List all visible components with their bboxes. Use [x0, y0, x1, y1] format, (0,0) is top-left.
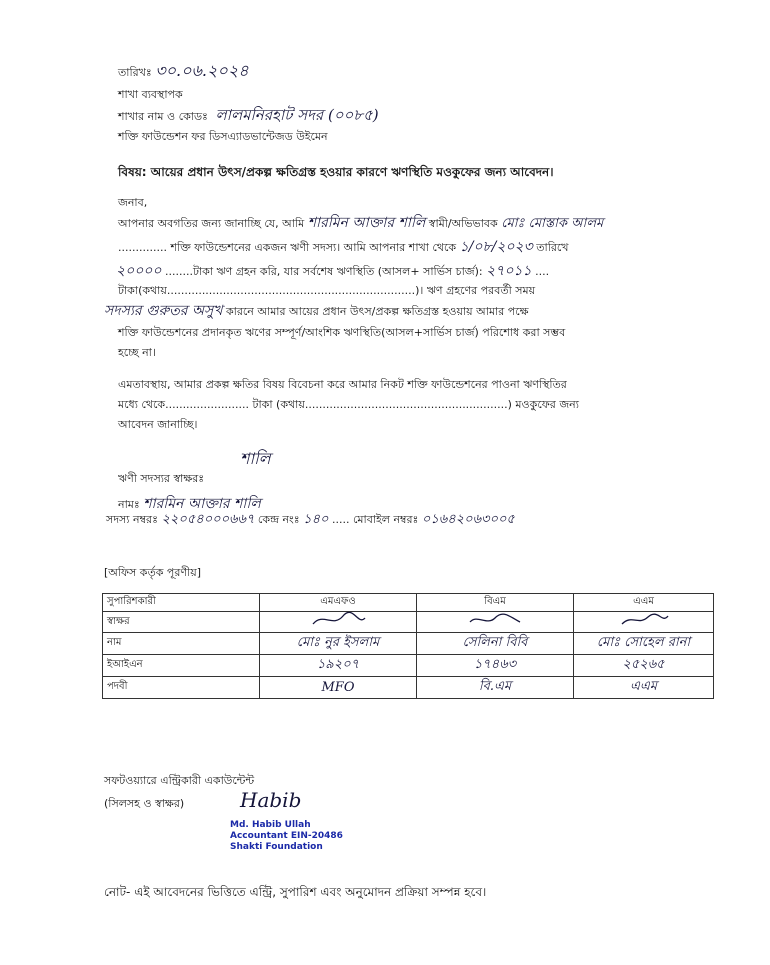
row-label: স্বাক্ষর	[103, 612, 260, 633]
recommendation-table	[102, 593, 714, 699]
dots: ..............	[118, 241, 167, 254]
body-p2-line-1: এমতাবস্থায়, আমার প্রকল্প ক্ষতির বিষয় বিবেচনা করে আমার নিকট শক্তি ফাউন্ডেশনের পাওনা ঋণস্থিতির	[118, 378, 567, 391]
loan-date-handwritten: ১/০৮/২০২৩	[459, 239, 533, 255]
body-line-4: টাকা(কথায়.......................................................................)। ঋণ গ্রহণের পরবর্তী সময়	[118, 284, 536, 297]
row-label: পদবী	[103, 677, 260, 699]
body-line-1	[118, 216, 603, 231]
body-text: কারনে আমার আয়ের প্রধান উৎস/প্রকল্প ক্ষতিগ্রস্ত হওয়ায় আমার পক্ষে	[225, 305, 529, 318]
table-header: এএম	[574, 594, 714, 612]
name-cell: মোঃ সোহেল রানা	[574, 633, 714, 655]
designation-cell: এএম	[574, 677, 714, 699]
row-label: নাম	[103, 633, 260, 655]
body-line-2	[118, 240, 569, 255]
dots: ....	[535, 265, 550, 278]
stamp-title: Accountant EIN-20486	[230, 831, 343, 841]
table-row	[103, 612, 714, 633]
ein-cell: ২৫২৬৫	[574, 655, 714, 677]
center-label: কেন্দ্র নংঃ	[257, 513, 300, 526]
name-cell: মোঃ নুর ইসলাম	[260, 633, 417, 655]
signature-scribble-icon	[308, 612, 368, 628]
subject: বিষয়: আয়ের প্রধান উৎস/প্রকল্প ক্ষতিগ্রস্ত হওয়ার কারণে ঋণস্থিতি মওকুফের জন্য আবেদন।	[118, 165, 554, 179]
member-no-label: সদস্য নম্বরঃ	[106, 513, 158, 526]
center-value: ১৪০	[303, 512, 329, 527]
body-text: স্বামী/অভিভাবক	[428, 217, 498, 230]
balance-handwritten: ২৭০১১	[486, 263, 532, 279]
table-row	[103, 633, 714, 655]
signature-scribble-icon	[614, 612, 674, 628]
branch-manager-label: শাখা ব্যবস্থাপক	[118, 88, 183, 101]
stamp-org: Shakti Foundation	[230, 842, 323, 852]
stamp-name: Md. Habib Ullah	[230, 820, 311, 830]
body-p2-line-2: মধ্যে থেকে........................ টাকা (কথায়..........................................................) মওকুফের জন্য	[118, 398, 579, 411]
loan-amount-handwritten: ২০০০০	[116, 263, 162, 279]
row-label: ইআইএন	[103, 655, 260, 677]
body-text: ........টাকা ঋণ গ্রহন করি, যার সর্বশেষ ঋণস্থিতি (আসল+ সার্ভিস চার্জ):	[165, 265, 483, 278]
member-signature-label: ঋণী সদস্যর স্বাক্ষরঃ	[118, 472, 205, 485]
footer-note: নোট- এই আবেদনের ভিত্তিতে এন্ট্রি, সুপারিশ এবং অনুমোদন প্রক্রিয়া সম্পন্ন হবে।	[104, 885, 487, 899]
body-line-7: হচ্ছে না।	[118, 346, 156, 359]
signature-cell	[260, 612, 417, 633]
table-header: বিএম	[417, 594, 574, 612]
accountant-stamp	[230, 820, 343, 853]
member-no-value: ২২০৫৪০০০৬৬৭	[161, 512, 255, 527]
member-name-value: শারমিন আক্তার শালি	[143, 496, 261, 512]
table-header: সুপারিশকারী	[103, 594, 260, 612]
applicant-name-handwritten: শারমিন আক্তার শালি	[307, 215, 426, 231]
branch-row	[118, 104, 379, 129]
table-row	[103, 655, 714, 677]
table-row	[103, 677, 714, 699]
date-value: ৩০.০৬.২০২৪	[155, 61, 249, 80]
signature-cell	[417, 612, 574, 633]
body-text: শক্তি ফাউন্ডেশনের একজন ঋণী সদস্য। আমি আপনার শাখা থেকে	[170, 241, 457, 254]
reason-handwritten: সদস্যর গুরুতর অসুখ	[104, 303, 223, 319]
body-text: আপনার অবগতির জন্য জানাচ্ছি যে, আমি	[118, 217, 305, 230]
signature-cell	[574, 612, 714, 633]
ein-cell: ১৭৪৬৩	[417, 655, 574, 677]
branch-value: লালমনিরহাট সদর (০০৮৫)	[215, 106, 379, 124]
salutation: জনাব,	[118, 196, 148, 209]
date-row	[118, 58, 249, 85]
accountant-seal-label: (সিলসহ ও স্বাক্ষর)	[104, 797, 185, 810]
body-line-6: শক্তি ফাউন্ডেশনের প্রদানকৃত ঋণের সম্পূর্ণ/আংশিক ঋণস্থিতি(আসল+সার্ভিস চার্জ) পরিশোধ করা সম্ভব	[118, 326, 566, 339]
signature-scribble-icon	[465, 612, 525, 628]
body-text: তারিখে	[536, 241, 569, 254]
designation-cell: বি.এম	[417, 677, 574, 699]
body-line-3	[116, 264, 549, 279]
body-p2-line-3: আবেদন জানাচ্ছি।	[118, 418, 198, 431]
name-cell: সেলিনা বিবি	[417, 633, 574, 655]
body-line-5	[104, 304, 529, 319]
member-signature: শালি	[240, 449, 271, 468]
mobile-label: মোবাইল নম্বরঃ	[352, 513, 419, 526]
date-label: তারিখঃ	[118, 66, 152, 79]
ein-cell: ১৯২০৭	[260, 655, 417, 677]
mobile-value: ০১৬৪২০৬৩০০৫	[421, 512, 515, 527]
member-name-label: নামঃ	[118, 498, 140, 511]
accountant-label: সফটওয়্যারে এন্ট্রিকারী একাউন্টেন্ট	[104, 774, 255, 787]
accountant-signature: Habib	[240, 788, 302, 812]
guardian-name-handwritten: মোঃ মোস্তাক আলম	[501, 216, 604, 231]
table-header: এমএফও	[260, 594, 417, 612]
member-id-row: সদস্য নম্বরঃ ২২০৫৪০০০৬৬৭ কেন্দ্র নংঃ ১৪০ ..... মোবাইল নম্বরঃ ০১৬৪২০৬৩০০৫	[106, 512, 515, 527]
table-header-row	[103, 594, 714, 612]
office-section-label: [অফিস কর্তৃক পূরণীয়]	[104, 566, 201, 579]
org-name: শক্তি ফাউন্ডেশন ফর ডিসএ্যাডভান্টেজড উইমেন	[118, 130, 328, 143]
designation-cell: MFO	[260, 677, 417, 699]
branch-label: শাখার নাম ও কোডঃ	[118, 110, 208, 123]
